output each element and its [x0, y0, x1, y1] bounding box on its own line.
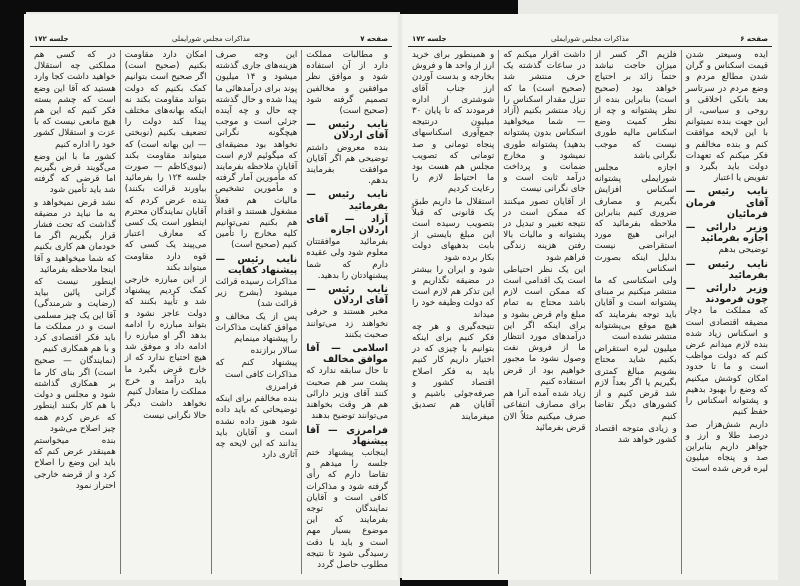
speaker-heading: فرامرزی — آقا پیشنهاد	[306, 424, 388, 447]
speaker-heading: وزیر دارائی — اجازه بفرمائید	[685, 222, 768, 245]
paragraph: مذاکرات رسیده قرائت میشود (بشرح زیر قرائت شد)	[215, 277, 298, 310]
paragraph: پس از یک مخالف و موافق کفایت مذاکرات را پیشنهاد مینمایم	[215, 311, 298, 345]
paragraph: و همینطور برای خرید ارز از واحد ها و فروش بخارجه و بدست آوردن ارز جناب آقای شوشتری از اداره فرمودند که تا پایان ۳۰ میلیون درنتیجه جمع‌آوری اسکناسهای پنجاه تومانی و صد تومانی که تصویب مجلس هم هست بود ما احتیاط لازم را رعایت کردیم	[412, 50, 495, 195]
speaker-heading: وزیر دارائی — چون فرمودند	[685, 283, 768, 306]
paragraph: پیشنهاد کنم که مذاکرات کافی است	[215, 358, 298, 380]
speaker-heading: اسلامی — آقا موافق مخالف	[306, 343, 388, 366]
text-column	[211, 50, 302, 574]
paragraph: بنده مخالفم برای اینکه توضیحاتی که باید داده شود هنوز داده نشده است و آقایان باید بدانند که این لایحه چه آثاری دارد	[215, 394, 298, 461]
paragraph: کشور ما با این وضع می‌گویند قرض بگیریم اما قرضی که گرفته شد باید تأمین شود	[34, 151, 116, 196]
paragraph: تا حال سابقه ندارد که پشت سر هم صحبت کنند آقای وزیر دارائی هم هر وقت بخواهند می‌توانند توضیح بدهند	[306, 366, 388, 422]
paragraph: فلزیم اگر کسر از میزان حاجت نباشد حتماً زائد بر احتیاج خواهد بود (صحیح است) بنابراین بنده از نظر پشتوانه و چه از نظر کمیت وضع اسکناس مالیه طوری نیست که موجب نگرانی باشد	[594, 50, 677, 161]
paragraph: و زیادی متوجه اقتصاد کشور خواهد شد	[594, 423, 677, 445]
paragraph: ولی اسکناسی که ما منتشر میکنیم بر مبنای پشتوانه است و آقایان باید توجه بفرمایند که هیچ موقع بی‌پشتوانه منتشر نشده است	[594, 276, 677, 343]
paragraph: داشت اقرار میکنم که در ساعات گذشته یک حرف منتشر شد (صحیح است) ما که تنزل مقدار اسکناس را زیاد منتشر بکنیم (آزاد — شما میخواهید اسکناس بدون پشتوانه بدهید) پشتوانه طوری نمیشود و مخارج ضمانت و پرداخت درآمد ثابت است و جای نگرانی نیست	[503, 50, 586, 195]
scan-edge-top	[0, 0, 400, 12]
paragraph: نتیجه‌گیری و هر چه فکر کنیم برای اینکه بتوانیم با چیزی که در اختیار داریم کار کنیم باید به فکر اصلاح اقتصاد کشور و صرفه‌جوئی باشیم و آقایان هم تصدیق میفرمایند	[412, 321, 495, 422]
text-column	[120, 50, 211, 574]
paragraph: بنده معروض داشتم توضیحی هم اگر آقایان موافقت بفرمایند بدهم.	[306, 142, 388, 187]
paragraph: بنده میخواستم همینقدر عرض کنم که باید این وضع را اصلاح کرد و از قرضه خارجی احتراز نمود	[34, 435, 116, 491]
session-number: جلسه ۱۷۲	[34, 35, 69, 43]
paragraph: ایده وسیعتر شدن قیمت اسکناس و گران شدن مطالع مردم و وضع مردم در سرتاسر بعد بانکی اخلاقی و روحی و سیاسی، از این جهت بنده نمیتوانم با این لایحه موافقت کنم و بنده مخالفم و فکر میکنم که تعهدات دولت باید بگیرد و تفویض یا اعتبار	[685, 50, 768, 184]
paragraph: فرامرزی	[265, 381, 298, 392]
speaker-heading: نایب رئیس — بفرمائید	[306, 189, 388, 212]
columns	[30, 50, 392, 574]
paragraph: نخواهد داشت دیگر حالا نگرانی نیست	[124, 399, 207, 421]
left-page	[24, 14, 398, 580]
paragraph: از این مبارزه خارجی کمک کردیم پیشنهاد شد و تأیید بکنند که دولت عاجز نشود و بتواند مبارزه را ادامه بدهد اگر او مبارزه را ادامه داد و موفق شد هیچ احتیاج ندارد که از خارج قرض بگیرد ما باید درآمد و خرج مملکت را متعادل کنیم	[124, 275, 207, 398]
scan-edge-top-right	[400, 0, 518, 14]
speaker-heading: نایب رئیس — آقای اردلان	[306, 284, 388, 307]
paragraph: اجازه مجلس شورایملی پشتوانه اسکناس افزایش بگیریم و مصارف ضروری کنیم بنابراین ملاحظه بفرمائید که ایرانی هیچ مورد استقراضی نیست بدلیل اینکه بصورت اسکناس	[594, 163, 677, 274]
paragraph: که مملکت ما دچار مضیقه اقتصادی است و اسکناس زیاد شده بنده لازم میدانم عرض کنم که دولت مواظب است و ما تا حدود امکان کوشش میکنیم که وضع را بهبود بدهیم و پشتوانه اسکناس را حفظ کنیم	[685, 306, 768, 418]
page-number: صفحه ۷	[360, 35, 388, 43]
columns	[408, 50, 772, 574]
speaker-heading: نایب رئیس — پیشنهاد کفایت	[215, 253, 298, 276]
paragraph: (نمایندگان — صحیح است) اگر بنای کار ما بر همکاری گذاشته شود و مجلس و دولت با هم کار بکنند اینطور که عرض کردم همه چیز اصلاح می‌شود	[34, 356, 116, 434]
page-header	[30, 32, 392, 47]
speaker-heading: نایب رئیس — آقای فرمان فرمائیان	[685, 186, 768, 220]
paragraph: مخبر هستند و حرفی نخواهند زد می‌توانند صحبت بکنند	[306, 307, 388, 340]
session-number: جلسه ۱۷۲	[412, 35, 447, 43]
paragraph: از آقایان تصور میکنند که ممکن است در نتیجه تغییر و تبدیل در پشتوانه و مالیات بالا رفتن هزینه زندگی فراهم شود	[503, 196, 586, 263]
paragraph: اینطور نیست که گرانی پائین بیاید (رضایت و شرمندگی) آقا این یک چیز مسلمی است و در مملکت ما باید فکر اقتصادی کرد و با هم همکاری کنیم	[34, 277, 116, 355]
paragraph: توضیحی بدهم	[718, 245, 768, 256]
running-title: مذاکرات مجلس شورایملی	[171, 35, 251, 43]
paragraph: سالار برازنده	[250, 346, 298, 357]
speaker-heading: آزاد — آقای اردلان اجازه	[306, 213, 388, 237]
paragraph: استقلال ما داریم طبق یک قانونی که قبلاً بتصویب رسیده است این مبلغ بایستی از بابت بدهیهای دولت بکار برده شود	[412, 196, 495, 263]
text-column	[590, 50, 681, 574]
paragraph: میلیون لیره استقراض بکنیم شاید محتاج بشویم مبالغ کمتری بگیریم یا اگر بعداً لازم شد قرض کنیم و از کشورهای دیگر تقاضا کنیم	[594, 344, 677, 422]
text-column	[301, 50, 392, 574]
page-number: صفحه ۶	[740, 35, 768, 43]
paragraph: امکان دارد مقاومت بکنیم (صحیح است) اگر صحیح است بتوانیم کمک بکنیم که دولت بتواند مقاومت بکند نه اینکه بهانه‌های مختلف پیدا کند دولت را تضعیف بکنیم (نوبختی — این بهانه است) که میتواند مقاومت بکند (نبوی‌کاظم — صورت جلسه ۱۲۴ را بفرمائید بیاورند قرائت بکنند) بنده عرض کردم که آقایان نمایندگان محترم اینطور است یک کسی که معارف اعتبار می‌پیند یک کسی که قوه دارد مقاومت میتواند بکند	[124, 50, 207, 273]
paragraph: نشد قرض نمیخواهد و به ما نباید در مضیقه گذاشت که تحت فشار قرار بگیریم اگر ما خودمان هم کاری بکنیم که شما میخواهید و آقا اینجا ملاحظه بفرمائید	[34, 197, 116, 275]
text-column	[408, 50, 498, 574]
speaker-heading: نایب رئیس — آقای اردلان	[306, 119, 388, 142]
speaker-heading: نایب رئیس — بفرمائید	[685, 258, 768, 281]
scan-edge-left	[0, 0, 26, 586]
text-column	[30, 50, 120, 574]
right-page	[402, 14, 778, 580]
paragraph: این وجه صرف هزینه‌های جاری گذشته میشود و ۱۴ میلیون پوند برای درآمدهائی ما پیدا شده و حال گذشته چه حال و چه آینده جزئی است و موجب هیچگونه نگرانی نخواهد بود مضیقه‌ای که میگوئیم لازم است آقایان ملاحظه بفرمایند که مأمورین آمار گرفته و مأمورین تشخیص مالیات هم فعلاً مشغول هستند و اقدام هم بکنیم نمی‌توانیم کلیه مخارج را تأمین کنیم (صحیح است)	[215, 50, 298, 251]
paragraph: بفرمائید موافقتتان معلوم شود ولی عقیده دارم که شما پیشنهادتان را بدهید.	[306, 237, 388, 281]
text-column	[681, 50, 772, 574]
paragraph: زیاد شده آمده آنرا هم برای مصارف انتفاعی صرف میکنیم مثلاً الان قرض بفرمائید	[503, 389, 586, 433]
paragraph: در که کسی هم مملکتی چه استقلال خواهید داشت کجا وارد هستید که آقا این وضع است که چشم بسته فکر کنیم که این هم هیچ مانعی نیست که با عزت و استقلال کشور خود را اداره کنیم	[34, 50, 116, 150]
paragraph: داریم شش‌هزار صد درصد طلا و ارز و جواهر داریم بنابراین صد و پنجاه میلیون لیره قرض شده است	[685, 419, 768, 475]
page-header	[408, 32, 772, 47]
paragraph: اینجانب پیشنهاد ختم جلسه را میدهم و تقاضا دارم که رأی گرفته شود و مذاکرات کافی است و آقایان نمایندگان توجه بفرمایند که این موضوع بسیار مهم است و باید با دقت رسیدگی شود تا نتیجه مطلوب حاصل گردد	[306, 447, 388, 570]
paragraph: شود و ایران را بیشتر در مضیقه نگذاریم و این تذکر هم لازم است که دولت وظیفه خود را میداند	[412, 264, 495, 320]
text-column	[498, 50, 589, 574]
paragraph: و مطالبات مملکت دارد از آن استفاده شود و موافق نظر موافقین و مخالفین تصمیم گرفته شود (صحیح است)	[306, 50, 388, 117]
paragraph: این یک نظر احتیاطی است یک اقدامی است که ممکن است لازم باشد محتاج به تمام مبلغ وام قرض بشود و برای اینکه اگر این درآمدهای مورد انتظار ما از فروش نفت وصول نشود ما مجبور خواهیم بود از قرض استفاده کنیم	[503, 264, 586, 387]
running-title: مذاکرات مجلس شورایملی	[550, 35, 630, 43]
